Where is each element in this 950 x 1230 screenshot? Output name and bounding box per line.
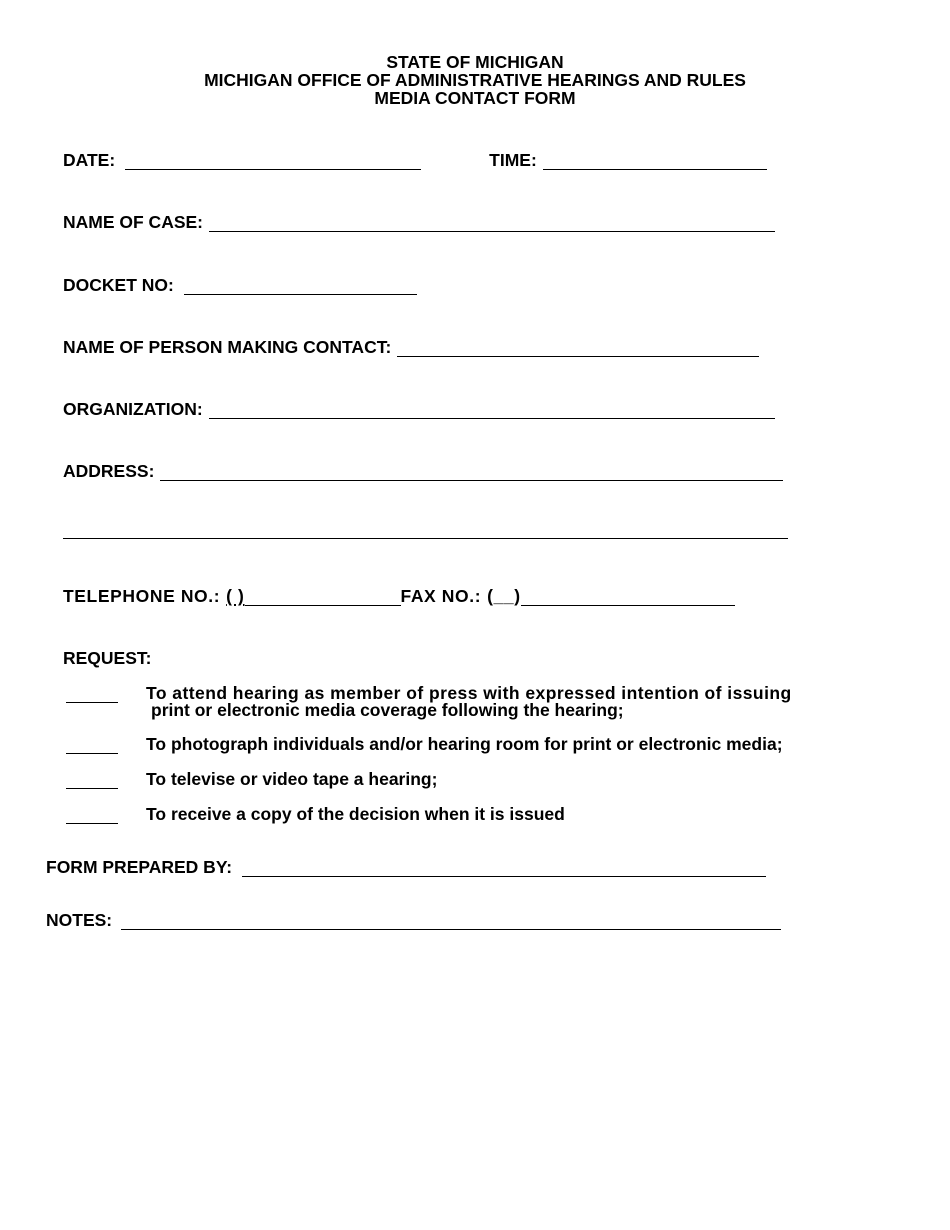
address-row	[63, 461, 783, 481]
docket-row	[63, 275, 417, 295]
telephone-field[interactable]	[245, 590, 401, 606]
telephone-area-code[interactable]: ( )	[226, 586, 245, 606]
address-line-2-row	[63, 523, 788, 539]
request-televise-text: To televise or video tape a hearing;	[146, 769, 438, 789]
organization-label: ORGANIZATION:	[63, 399, 203, 419]
request-attend-text: To attend hearing as member of press with expressed intention of issuing print or electronic media coverage following the hearing;	[146, 683, 792, 720]
case-name-label: NAME OF CASE:	[63, 212, 203, 232]
request-attend-checkbox-line[interactable]	[66, 688, 118, 703]
fax-area-code[interactable]: (__)	[487, 586, 521, 606]
prepared-by-field[interactable]	[242, 861, 766, 877]
notes-label: NOTES:	[46, 910, 113, 930]
contact-person-row	[63, 337, 759, 357]
docket-field[interactable]	[184, 279, 417, 295]
request-photograph-checkbox-line[interactable]	[66, 739, 118, 754]
telephone-label: TELEPHONE NO.:	[63, 586, 221, 606]
request-decision-checkbox-line[interactable]	[66, 809, 118, 824]
date-field[interactable]	[125, 154, 421, 170]
time-label: TIME:	[489, 150, 537, 170]
address-label: ADDRESS:	[63, 461, 155, 481]
address-line-2-field[interactable]	[63, 523, 788, 539]
fax-label: FAX NO.:	[400, 586, 482, 606]
prepared-by-label: FORM PREPARED BY:	[46, 857, 233, 877]
state-title: STATE OF MICHIGAN	[386, 52, 564, 72]
organization-field[interactable]	[209, 403, 775, 419]
case-name-row	[63, 212, 775, 232]
contact-person-label: NAME OF PERSON MAKING CONTACT:	[63, 337, 392, 357]
fax-field[interactable]	[521, 590, 735, 606]
form-header	[0, 53, 950, 107]
time-field[interactable]	[543, 154, 767, 170]
office-title: MICHIGAN OFFICE OF ADMINISTRATIVE HEARINGS AND RULES	[204, 70, 746, 90]
notes-field[interactable]	[121, 914, 781, 930]
phone-fax-row	[63, 586, 735, 606]
request-photograph-text: To photograph individuals and/or hearing room for print or electronic media;	[146, 734, 783, 754]
request-televise-checkbox-line[interactable]	[66, 774, 118, 789]
form-title: MEDIA CONTACT FORM	[374, 88, 576, 108]
date-label: DATE:	[63, 150, 116, 170]
prepared-by-row	[46, 857, 766, 877]
docket-label: DOCKET NO:	[63, 275, 174, 295]
case-name-field[interactable]	[209, 216, 775, 232]
request-label: REQUEST:	[63, 648, 152, 668]
date-time-row	[63, 150, 767, 170]
request-decision-text: To receive a copy of the decision when it is issued	[146, 804, 565, 824]
notes-row	[46, 910, 781, 930]
organization-row	[63, 399, 775, 419]
address-field[interactable]	[160, 465, 783, 481]
request-row	[63, 648, 151, 668]
contact-person-field[interactable]	[397, 341, 759, 357]
